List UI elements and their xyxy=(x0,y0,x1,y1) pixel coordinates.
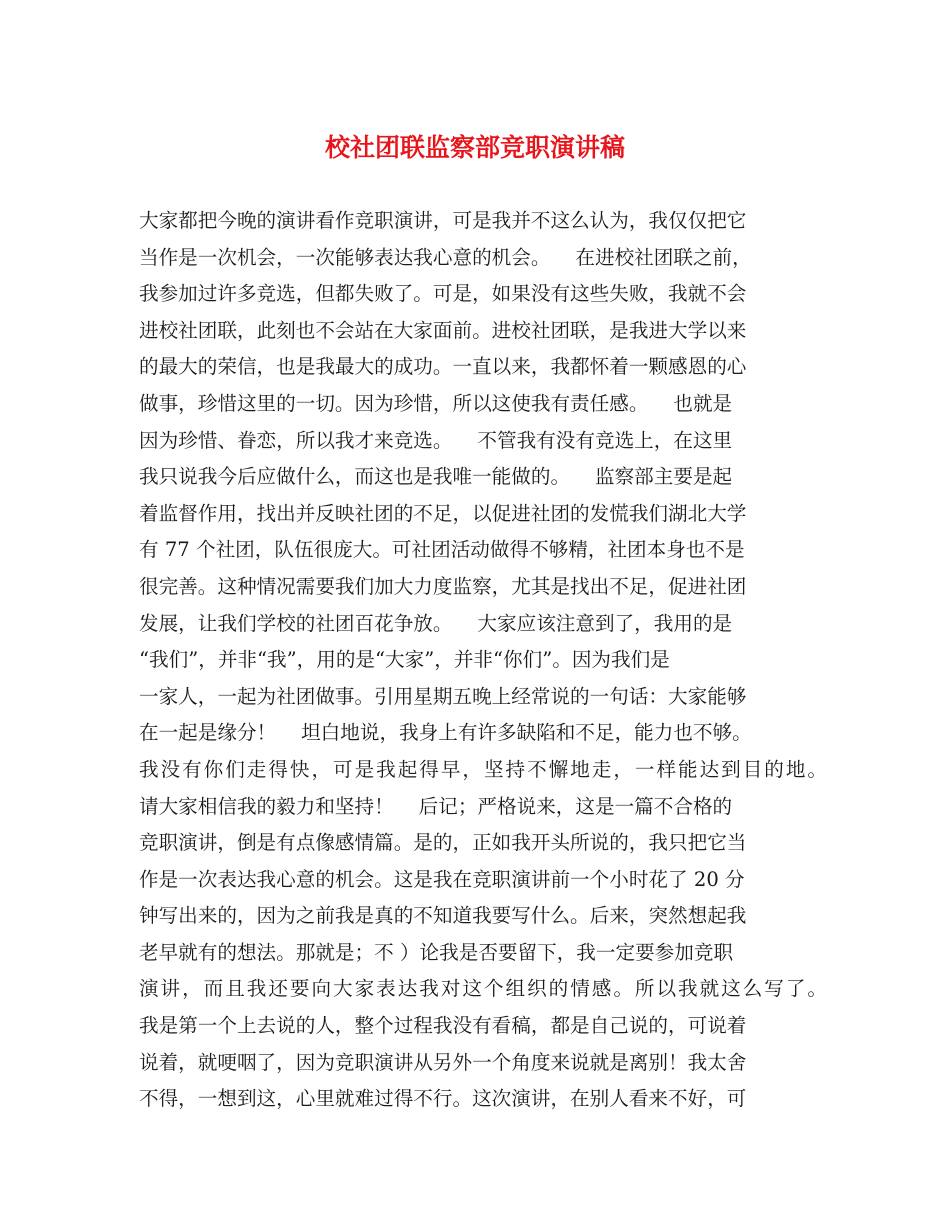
body-text-line: 我是第一个上去说的人，整个过程我没有看稿，都是自己说的，可说着 xyxy=(139,1014,747,1038)
document-body xyxy=(139,203,829,1118)
body-text-line: 大家都把今晚的演讲看作竞职演讲，可是我并不这么认为，我仅仅把它 xyxy=(139,209,747,232)
body-text-line: 做事，珍惜这里的一切。因为珍惜，所以这使我有责任感。 也就是 xyxy=(139,391,733,415)
body-text-line: 很完善。这种情况需要我们加大力度监察，尤其是找出不足，促进社团 xyxy=(139,574,747,598)
body-text-line: 竞职演讲，倒是有点像感情篇。是的，正如我开头所说的，我只把它当 xyxy=(139,831,747,855)
body-text-line: 钟写出来的，因为之前我是真的不知道我要写什么。后来，突然想起我 xyxy=(139,904,747,928)
body-text-line: 因为珍惜、眷恋，所以我才来竞选。 不管我有没有竞选上，在这里 xyxy=(139,428,733,452)
body-text-line: 发展，让我们学校的社团百花争放。 大家应该注意到了，我用的是 xyxy=(139,611,733,635)
body-text-line: 我参加过许多竞选，但都失败了。可是，如果没有这些失败，我就不会 xyxy=(139,282,747,306)
body-text-line: 老早就有的想法。那就是；不 ）论我是否要留下，我一定要参加竞职 xyxy=(139,940,734,964)
body-text-line: 演讲，而且我还要向大家表达我对这个组织的情感。所以我就这么写了。 xyxy=(139,977,829,1001)
body-text-line: 说着，就哽咽了，因为竞职演讲从另外一个角度来说就是离别！我太舍 xyxy=(139,1050,747,1074)
body-text-line: 在一起是缘分！ 坦白地说，我身上有许多缺陷和不足，能力也不够。 xyxy=(139,721,752,745)
body-text-line: “我们”，并非“我”，用的是“大家”，并非“你们”。因为我们是 xyxy=(139,648,670,672)
body-text-line: 不得，一想到这，心里就难过得不行。这次演讲，在别人看来不好，可 xyxy=(139,1087,747,1111)
body-text-line: 当作是一次机会，一次能够表达我心意的机会。 在进校社团联之前， xyxy=(139,245,752,269)
body-text-line: 我只说我今后应做什么，而这也是我唯一能做的。 监察部主要是起 xyxy=(139,465,733,489)
body-text-line: 进校社团联，此刻也不会站在大家面前。进校社团联，是我进大学以来 xyxy=(139,318,747,342)
body-text-line: 的最大的荣信，也是我最大的成功。一直以来，我都怀着一颗感恩的心 xyxy=(139,355,747,379)
document-title: 校社团联监察部竞职演讲稿 xyxy=(324,133,625,162)
body-text-line: 着监督作用，找出并反映社团的不足，以促进社团的发慌我们湖北大学 xyxy=(139,501,747,525)
body-text-line: 有 77 个社团，队伍很庞大。可社团活动做得不够精，社团本身也不是 xyxy=(139,538,745,562)
body-text-line: 一家人，一起为社团做事。引用星期五晚上经常说的一句话：大家能够 xyxy=(139,684,747,708)
body-text-line: 请大家相信我的毅力和坚持！ 后记；严格说来，这是一篇不合格的 xyxy=(139,794,733,818)
body-text-line: 作是一次表达我心意的机会。这是我在竞职演讲前一个小时花了 20 分 xyxy=(139,867,745,891)
body-text-line: 我没有你们走得快，可是我起得早，坚持不懈地走，一样能达到目的地。 xyxy=(139,757,829,781)
